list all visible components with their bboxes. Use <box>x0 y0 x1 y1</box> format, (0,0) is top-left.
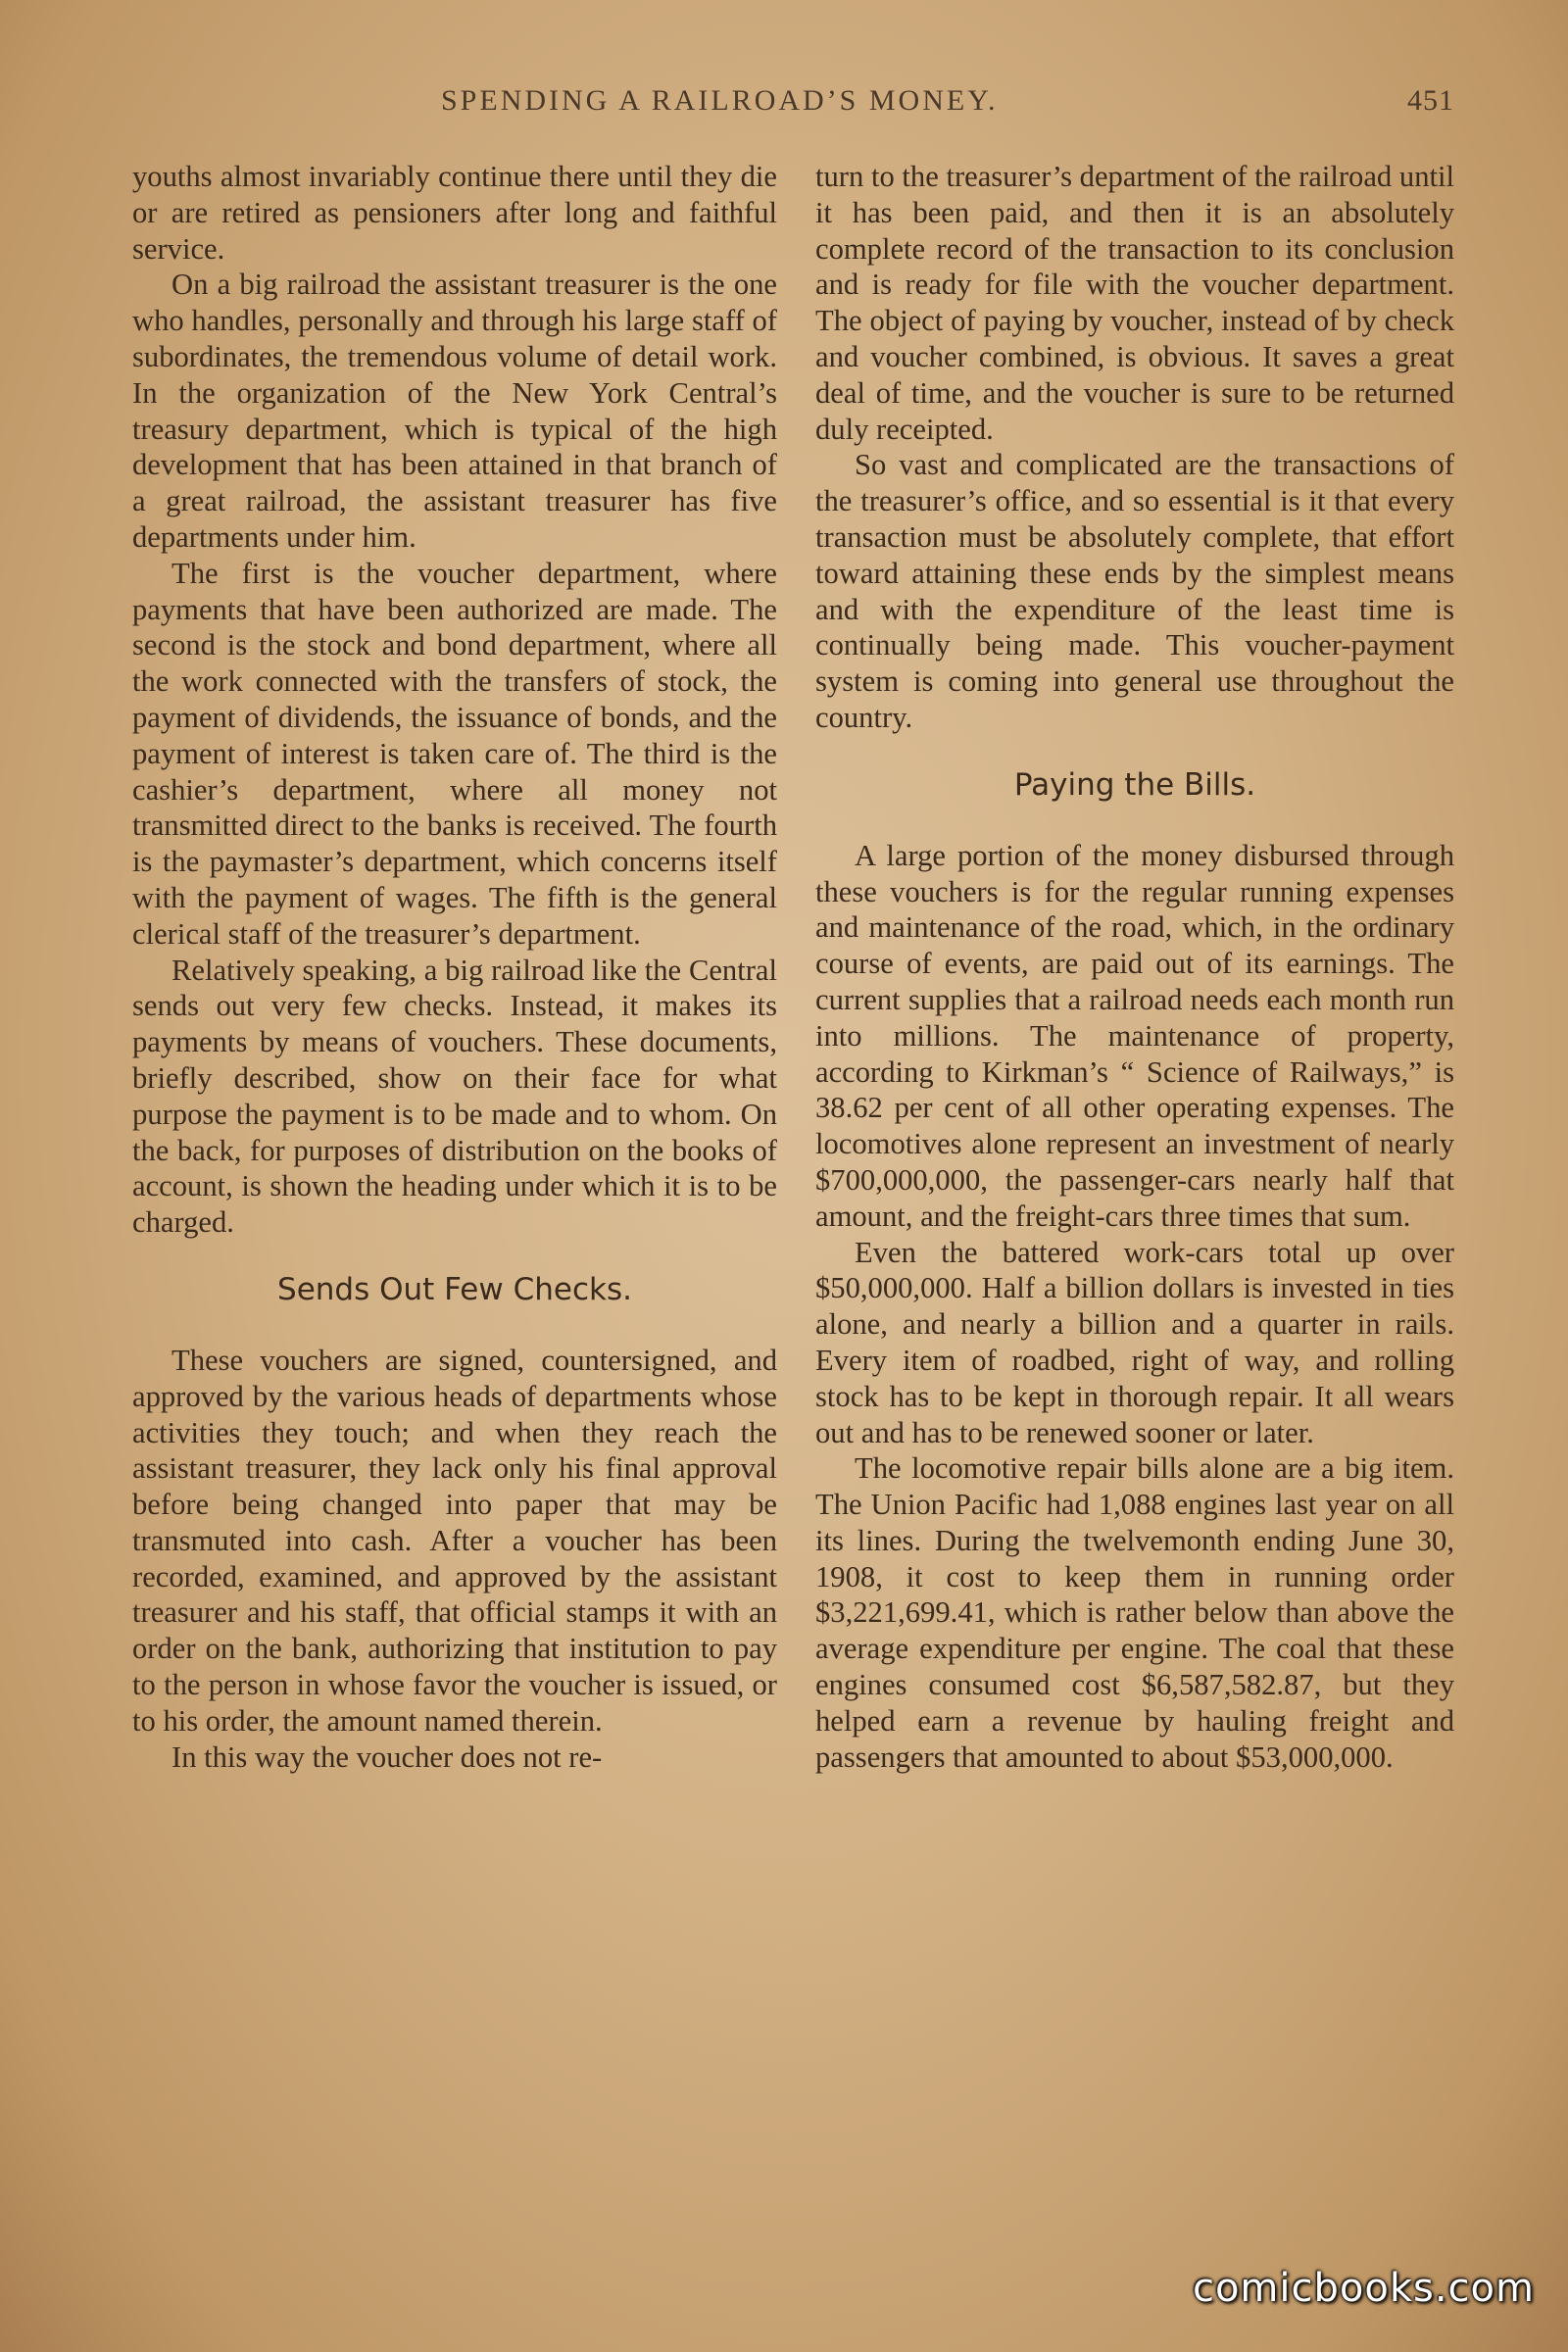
section-heading: Sends Out Few Checks. <box>277 1271 632 1307</box>
paragraph: The first is the voucher department, where payments that have been authorized are made. The second is the stock and bond department, where all the work connected with the transfers of stock, the payment of dividends, the issuance of bonds, and the payment of interest is taken care of. The third is the cashier’s department, where all money not transmitted direct to the banks is received. The fourth is the paymaster’s department, which concerns itself with the payment of wages. The fifth is the general clerical staff of the treasurer’s department. <box>132 556 777 951</box>
paragraph: turn to the treasurer’s department of the railroad until it has been paid, and then it is an absolutely complete record of the transaction to its conclusion and is ready for file with the voucher department. The object of paying by voucher, instead of by check and voucher combined, is obvious. It saves a great deal of time, and the voucher is sure to be returned duly receipted. <box>815 160 1454 446</box>
section-heading: Paying the Bills. <box>1013 766 1256 803</box>
site-watermark: comicbooks.com <box>1192 2266 1535 2311</box>
paragraph: So vast and complicated are the transactions of the treasurer’s office, and so essential is it that every transaction must be absolutely complete, that effort toward attaining these ends by the simplest means and with the expenditure of the least time is continually being made. This voucher-payment system is coming into general use throughout the country. <box>815 448 1454 734</box>
paragraph: youths almost invariably continue there until they die or are retired as pensioners after long and faithful service. <box>132 160 777 266</box>
page-number: 451 <box>1407 84 1454 117</box>
running-header <box>441 84 1454 129</box>
paragraph: A large portion of the money disbursed through these vouchers is for the regular running expenses and maintenance of the road, which, in the ordinary course of events, are paid out of its earnings. The current supplies that a railroad needs each month run into millions. The maintenance of property, according to Kirkman’s “ Science of Railways,” is 38.62 per cent of all other operating expenses. The locomotives alone represent an investment of nearly $700,000,000, the passenger-cars nearly half that amount, and the freight-cars three times that sum. <box>815 838 1454 1233</box>
paragraph: In this way the voucher does not re- <box>172 1740 603 1774</box>
right-column <box>815 159 1454 1775</box>
paragraph: These vouchers are signed, countersigned, and approved by the various heads of departments whose activities they touch; and when they reach the assistant treasurer, they lack only his final approval before being changed into paper that may be transmuted into cash. After a voucher has been recorded, examined, and approved by the assistant treasurer and his staff, that official stamps it with an order on the bank, authorizing that institution to pay to the person in whose favor the voucher is issued, or to his order, the amount named therein. <box>132 1343 777 1738</box>
paragraph: Even the battered work-cars total up over $50,000,000. Half a billion dollars is invested in ties alone, and nearly a billion and a quarter in rails. Every item of roadbed, right of way, and rolling stock has to be kept in thorough repair. It all wears out and has to be renewed sooner or later. <box>815 1235 1454 1449</box>
paragraph: The locomotive repair bills alone are a big item. The Union Pacific had 1,088 engines last year on all its lines. During the twelvemonth ending June 30, 1908, it cost to keep them in running order $3,221,699.41, which is rather below than above the average expenditure per engine. The coal that these engines consumed cost $6,587,582.87, but they helped earn a revenue by hauling freight and passengers that amounted to about $53,000,000. <box>815 1451 1454 1774</box>
paragraph: On a big railroad the assistant treasurer is the one who handles, personally and through his large staff of subordinates, the tremendous volume of detail work. In the organization of the New York Central’s treasury department, which is typical of the high development that has been attained in that branch of a great railroad, the assistant treasurer has five departments under him. <box>132 268 777 554</box>
running-title: SPENDING A RAILROAD’S MONEY. <box>441 84 999 117</box>
paragraph: Relatively speaking, a big railroad like the Central sends out very few checks. Instead, it makes its payments by means of vouchers. These documents, briefly described, show on their face for what purpose the payment is to be made and to whom. On the back, for purposes of distribution on the books of account, is shown the heading under which it is to be charged. <box>132 953 777 1240</box>
left-column <box>132 159 777 1775</box>
